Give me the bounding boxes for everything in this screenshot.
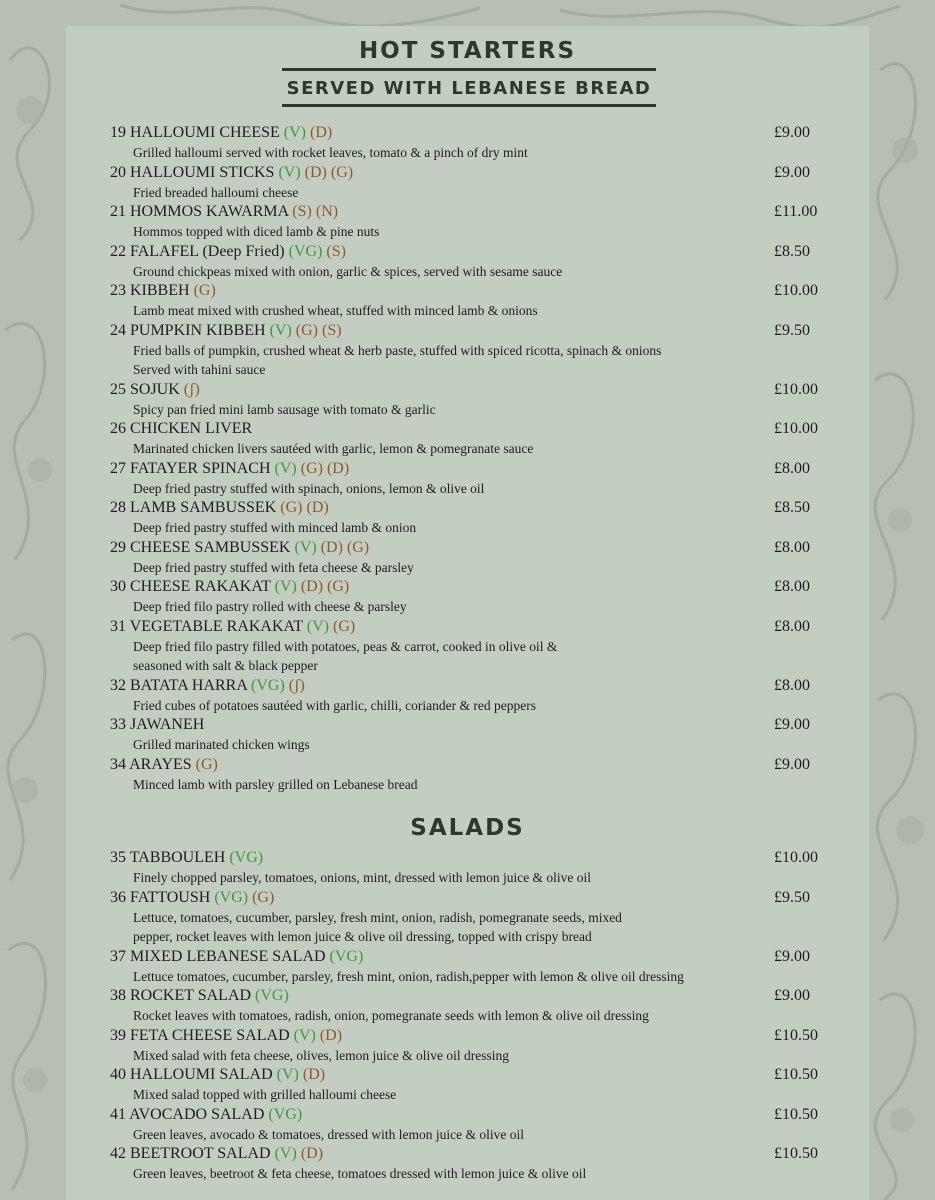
dietary-tag: (V) (294, 538, 317, 556)
menu-item-description: Green leaves, avocado & tomatoes, dressed with lemon juice & olive oil (133, 1126, 525, 1142)
dietary-tag: (VG) (251, 676, 285, 694)
dietary-tag: (G) (333, 617, 356, 635)
menu-item-description: Grilled halloumi served with rocket leaves, tomato & a pinch of dry mint (133, 145, 528, 160)
menu-item-price: £10.00 (774, 282, 818, 299)
menu-item-title: CHICKEN LIVER (130, 420, 253, 437)
dietary-tag: (ʃ) (183, 380, 200, 398)
dietary-tag: (VG) (329, 947, 364, 965)
menu-item-title: BATATA HARRA (130, 676, 248, 694)
dietary-tag: (G) (280, 499, 303, 516)
hot-starters-subtitle: SERVED WITH LEBANESE BREAD (286, 78, 652, 99)
menu-item-name (110, 419, 252, 439)
menu-item-title: VEGETABLE RAKAKAT (129, 617, 303, 635)
menu-item-description: Served with tahini sauce (133, 362, 266, 377)
dietary-tag: (G) (193, 282, 216, 299)
dietary-tag: (ʃ) (288, 676, 305, 694)
menu-item-title: HALLOUMI SALAD (130, 1066, 273, 1083)
menu-item-price: £9.00 (774, 947, 810, 965)
dietary-tag: (V) (274, 459, 297, 477)
menu-item-name (110, 947, 363, 967)
menu-item-title: FATTOUSH (130, 888, 211, 906)
dietary-tag: (G) (195, 755, 218, 773)
dietary-tag: (D) (319, 1026, 343, 1044)
dietary-tag: (V) (283, 124, 306, 141)
menu-item-number: 32 (110, 676, 126, 694)
menu-item-number: 38 (110, 987, 126, 1004)
dietary-tag: (VG) (214, 888, 249, 906)
menu-item-title: LAMB SAMBUSSEK (130, 499, 277, 516)
menu-item-title: HALLOUMI CHEESE (130, 124, 280, 141)
menu-item-description: Deep fried filo pastry rolled with cheese & parsley (133, 599, 407, 614)
menu-item-title: TABBOULEH (129, 849, 226, 866)
menu-item-price: £9.50 (774, 888, 810, 906)
menu-item-description: Mixed salad topped with grilled halloumi cheese (133, 1087, 397, 1102)
menu-item-title: CHEESE RAKAKAT (130, 578, 271, 595)
menu-item-title: CHEESE SAMBUSSEK (130, 538, 291, 556)
dietary-tag: (D) (302, 1066, 326, 1083)
dietary-tag: (VG) (255, 987, 289, 1004)
menu-item-description: Minced lamb with parsley grilled on Lebanese bread (133, 776, 418, 792)
menu-item-price: £8.00 (774, 617, 810, 635)
menu-item-row (110, 888, 830, 908)
menu-item-row (110, 321, 830, 341)
menu-item-row (110, 419, 830, 439)
menu-item-row (110, 459, 830, 479)
menu-item-row (110, 617, 830, 637)
dietary-tag: (D) (300, 578, 324, 595)
menu-item-price: £8.00 (774, 578, 810, 595)
menu-item-number: 19 (110, 124, 126, 141)
menu-item-row (110, 538, 830, 558)
menu-item-name (110, 1105, 302, 1125)
menu-item-row (110, 577, 830, 597)
menu-item-description: Deep fried pastry stuffed with spinach, onions, lemon & olive oil (133, 480, 485, 496)
menu-item-name (110, 538, 369, 558)
menu-item-price: £10.00 (774, 380, 818, 398)
menu-item-name (110, 1026, 342, 1046)
menu-item-price: £10.50 (774, 1105, 818, 1123)
dietary-tag: (S) (292, 203, 312, 220)
menu-item-number: 20 (110, 163, 126, 181)
menu-item-row (110, 715, 830, 735)
menu-item-number: 25 (110, 380, 126, 398)
menu-item-number: 40 (110, 1066, 126, 1083)
dietary-tag: (D) (309, 124, 333, 141)
dietary-tag: (VG) (288, 242, 323, 260)
menu-item-price: £9.00 (774, 163, 810, 181)
dietary-tag: (V) (293, 1026, 316, 1044)
menu-item-description: seasoned with salt & black pepper (133, 658, 318, 673)
menu-item-row (110, 242, 830, 262)
menu-item-row (110, 163, 830, 183)
dietary-tag: (V) (276, 1066, 299, 1083)
menu-item-title: PUMPKIN KIBBEH (130, 321, 266, 339)
menu-item-description: Deep fried pastry stuffed with feta cheese & parsley (133, 559, 414, 575)
dietary-tag: (G) (330, 163, 354, 181)
menu-item-number: 23 (110, 282, 126, 299)
salads-list (110, 848, 830, 1184)
menu-item-title: SOJUK (130, 380, 180, 398)
menu-item-name (110, 498, 329, 518)
menu-item-title: FALAFEL (Deep Fried) (130, 242, 285, 260)
menu-item-row (110, 848, 830, 868)
menu-item-price: £8.50 (774, 499, 810, 516)
menu-item-name (110, 986, 289, 1006)
menu-item-name (110, 123, 332, 143)
dietary-tag: (G) (346, 538, 370, 556)
menu-item-name (110, 577, 349, 597)
hot-starters-list (110, 123, 830, 794)
menu-item-row (110, 123, 830, 143)
menu-item-description: Deep fried pastry stuffed with minced lamb & onion (133, 520, 417, 535)
menu-item-name (110, 848, 263, 868)
menu-item-number: 37 (110, 947, 126, 965)
dietary-tag: (V) (274, 1145, 297, 1162)
menu-item-row (110, 202, 830, 222)
menu-item-row (110, 1026, 830, 1046)
menu-item-title: JAWANEH (130, 716, 205, 733)
menu-item-number: 21 (110, 203, 126, 220)
menu-item-name (110, 281, 216, 301)
menu-item-name (110, 676, 305, 696)
dietary-tag: (D) (300, 1145, 324, 1162)
menu-item-name (110, 321, 342, 341)
menu-item-row (110, 986, 830, 1006)
menu-item-price: £10.00 (774, 849, 818, 866)
menu-item-price: £10.50 (774, 1145, 818, 1162)
menu-item-price: £9.00 (774, 987, 810, 1004)
menu-item-row (110, 380, 830, 400)
menu-item-number: 36 (110, 888, 126, 906)
menu-item-name (110, 1065, 325, 1085)
menu-item-description: Fried balls of pumpkin, crushed wheat & herb paste, stuffed with spiced ricotta, spinach & onions (133, 342, 662, 358)
menu-item-row (110, 755, 830, 775)
menu-item-price: £8.50 (774, 242, 810, 260)
dietary-tag: (D) (306, 499, 329, 516)
menu-item-title: FETA CHEESE SALAD (130, 1026, 290, 1044)
menu-item-title: ROCKET SALAD (130, 987, 252, 1004)
title-rule-top (282, 68, 656, 71)
dietary-tag: (V) (306, 617, 330, 635)
dietary-tag: (D) (326, 459, 350, 477)
menu-item-title: BEETROOT SALAD (130, 1145, 271, 1162)
menu-item-title: HALLOUMI STICKS (130, 163, 275, 181)
menu-item-description: Mixed salad with feta cheese, olives, lemon juice & olive oil dressing (133, 1047, 510, 1063)
menu-item-number: 42 (110, 1145, 126, 1162)
menu-item-title: AVOCADO SALAD (129, 1105, 265, 1123)
menu-item-description: Green leaves, beetroot & feta cheese, tomatoes dressed with lemon juice & olive oil (133, 1166, 587, 1181)
dietary-tag: (V) (278, 163, 301, 181)
menu-item-title: ARAYES (129, 755, 192, 773)
menu-item-number: 22 (110, 242, 126, 260)
menu-item-description: Marinated chicken livers sautéed with garlic, lemon & pomegranate sauce (133, 441, 534, 456)
menu-item-price: £9.00 (774, 716, 810, 733)
dietary-tag: (D) (320, 538, 343, 556)
menu-item-row (110, 1105, 830, 1125)
dietary-tag: (D) (304, 163, 327, 181)
menu-item-title: FATAYER SPINACH (130, 459, 271, 477)
menu-item-description: Deep fried filo pastry filled with potatoes, peas & carrot, cooked in olive oil & (133, 638, 558, 654)
menu-item-number: 29 (110, 538, 126, 556)
menu-item-description: Lettuce, tomatoes, cucumber, parsley, fresh mint, onion, radish, pomegranate seeds, mixed (133, 909, 622, 925)
menu-item-name (110, 617, 355, 637)
dietary-tag: (V) (269, 321, 292, 339)
menu-item-description: Lettuce tomatoes, cucumber, parsley, fresh mint, onion, radish,pepper with lemon & olive oil dressing (133, 968, 684, 984)
dietary-tag: (V) (274, 578, 297, 595)
menu-item-description: Fried cubes of potatoes sautéed with garlic, chilli, coriander & red peppers (133, 697, 536, 713)
salads-title: SALADS (410, 815, 525, 841)
menu-item-description: Ground chickpeas mixed with onion, garlic & spices, served with sesame sauce (133, 263, 563, 279)
menu-item-description: Grilled marinated chicken wings (133, 737, 310, 752)
dietary-tag: (G) (300, 459, 323, 477)
menu-item-number: 28 (110, 499, 126, 516)
menu-item-name (110, 202, 338, 222)
menu-item-name (110, 755, 218, 775)
menu-item-price: £9.50 (774, 321, 810, 339)
menu-item-price: £9.00 (774, 755, 810, 773)
menu-item-number: 39 (110, 1026, 126, 1044)
menu-item-number: 24 (110, 321, 126, 339)
title-rule-bottom (282, 104, 656, 107)
menu-item-name (110, 1144, 323, 1164)
menu-item-number: 26 (110, 420, 126, 437)
dietary-tag: (VG) (229, 849, 264, 866)
dietary-tag: (VG) (268, 1105, 303, 1123)
menu-item-row (110, 947, 830, 967)
dietary-tag: (S) (322, 321, 342, 339)
menu-item-description: Hommos topped with diced lamb & pine nuts (133, 224, 380, 239)
menu-item-description: Spicy pan fried mini lamb sausage with tomato & garlic (133, 401, 436, 417)
menu-item-row (110, 676, 830, 696)
dietary-tag: (S) (326, 242, 346, 260)
menu-item-number: 31 (110, 617, 126, 635)
menu-item-name (110, 242, 346, 262)
dietary-tag: (G) (295, 321, 319, 339)
menu-item-name (110, 459, 349, 479)
menu-item-number: 33 (110, 716, 126, 733)
dietary-tag: (G) (327, 578, 350, 595)
menu-item-price: £8.00 (774, 538, 810, 556)
menu-item-title: KIBBEH (130, 282, 190, 299)
menu-item-price: £8.00 (774, 459, 810, 477)
menu-item-description: Lamb meat mixed with crushed wheat, stuffed with minced lamb & onions (133, 303, 538, 318)
menu-item-name (110, 163, 353, 183)
menu-item-name (110, 888, 274, 908)
dietary-tag: (G) (252, 888, 275, 906)
menu-item-price: £9.00 (774, 124, 810, 141)
menu-item-price: £11.00 (774, 203, 818, 220)
menu-item-number: 41 (110, 1105, 126, 1123)
menu-item-price: £10.50 (774, 1026, 818, 1044)
menu-item-name (110, 715, 204, 735)
menu-item-row (110, 281, 830, 301)
menu-item-price: £10.50 (774, 1066, 818, 1083)
menu-item-name (110, 380, 200, 400)
menu-item-number: 30 (110, 578, 126, 595)
menu-item-description: pepper, rocket leaves with lemon juice & olive oil dressing, topped with crispy bread (133, 929, 592, 944)
menu-item-price: £10.00 (774, 420, 818, 437)
menu-item-number: 35 (110, 849, 126, 866)
menu-item-row (110, 498, 830, 518)
hot-starters-title: HOT STARTERS (358, 38, 577, 64)
menu-item-row (110, 1065, 830, 1085)
menu-item-title: HOMMOS KAWARMA (130, 203, 289, 220)
menu-item-description: Finely chopped parsley, tomatoes, onions, mint, dressed with lemon juice & olive oil (133, 870, 592, 885)
dietary-tag: (N) (315, 203, 339, 220)
menu-item-title: MIXED LEBANESE SALAD (130, 947, 326, 965)
menu-item-description: Fried breaded halloumi cheese (133, 184, 299, 200)
menu-item-price: £8.00 (774, 676, 810, 694)
menu-item-row (110, 1144, 830, 1164)
menu-item-number: 34 (110, 755, 126, 773)
menu-item-number: 27 (110, 459, 126, 477)
menu-item-description: Rocket leaves with tomatoes, radish, onion, pomegranate seeds with lemon & olive oil dressing (133, 1008, 649, 1023)
